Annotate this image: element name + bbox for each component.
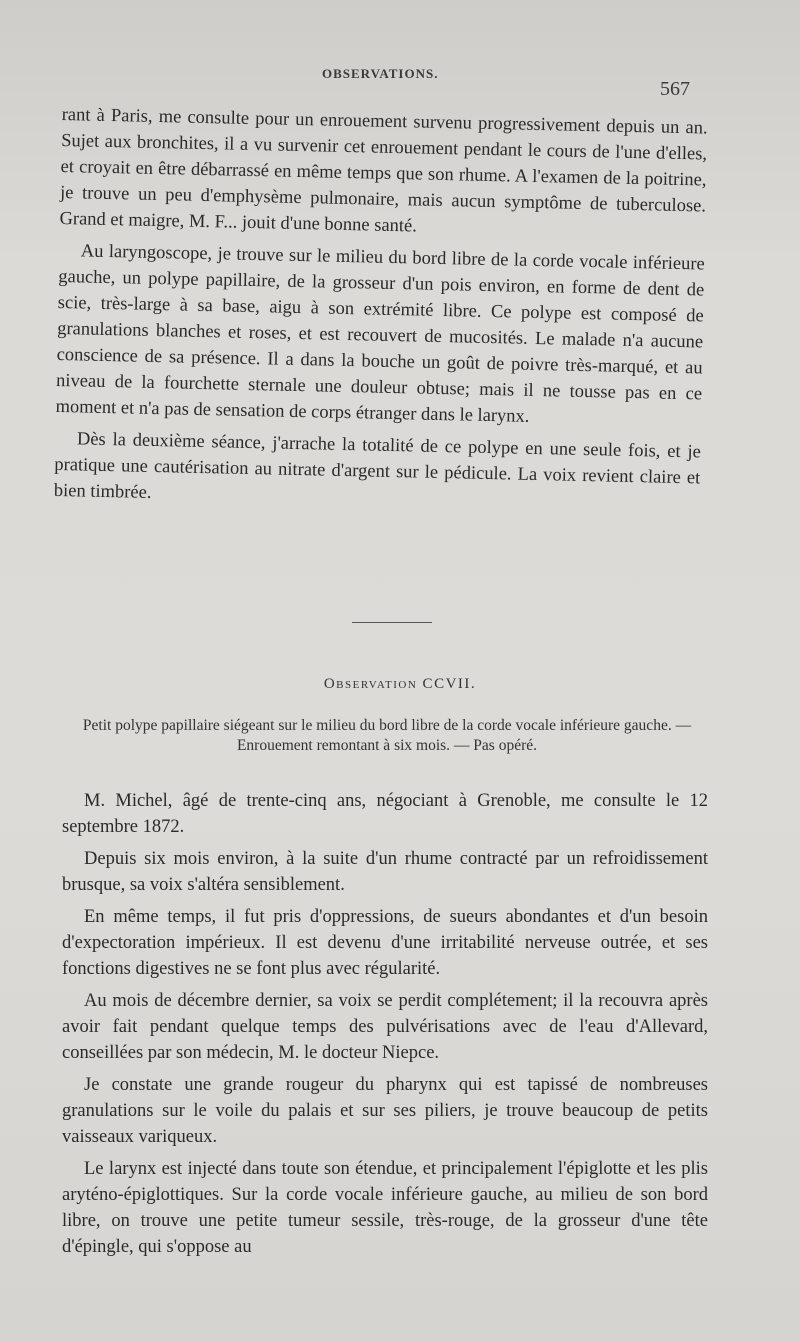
paragraph: Depuis six mois environ, à la suite d'un rhume contracté par un refroidissement brusque, sa voix s'altéra sensiblement. (62, 849, 708, 895)
paragraph: En même temps, il fut pris d'oppressions, de sueurs abondantes et d'un besoin d'expectoration impérieux. Il est devenu d'une irritabilité nerveuse outrée, et ses fonctions digestives ne se font plus avec régularité. (62, 907, 708, 979)
paragraph: rant à Paris, me consulte pour un enrouement survenu progressivement depuis un an. Sujet aux bronchites, il a vu survenir cet enrouement pendant le cours de l'une d'elles, et croyait en être débarrassé en même temps que son rhume. A l'examen de la poitrine, je trouve un peu d'emphysème pulmonaire, mais aucun symptôme de tuberculose. Grand et maigre, M. F... jouit d'une bonne santé. (59, 104, 708, 237)
section-divider (352, 622, 432, 623)
paragraph: Dès la deuxième séance, j'arrache la totalité de ce polype en une seule fois, et je pratique une cautérisation au nitrate d'argent sur le pédicule. La voix revient claire et bien timbrée. (53, 429, 702, 503)
paragraph: Je constate une grande rougeur du pharynx qui est tapissé de nombreuses granulations sur le voile du palais et sur ses piliers, je trouve beaucoup de petits vaisseaux variqueux. (62, 1075, 708, 1147)
page-number: 567 (660, 78, 690, 100)
paragraph: Au mois de décembre dernier, sa voix se perdit complétement; il la recouvra après avoir fait pendant quelque temps des pulvérisations avec de l'eau d'Allevard, conseillées par son médecin, M. le docteur Niepce. (62, 991, 708, 1063)
paragraph: Le larynx est injecté dans toute son étendue, et principalement l'épiglotte et les plis aryténo-épiglottiques. Sur la corde vocale inférieure gauche, au milieu de son bord libre, on trouve une petite tumeur sessile, très-rouge, de la grosseur d'une tête d'épingle, qui s'oppose au (62, 1159, 708, 1257)
paragraph: M. Michel, âgé de trente-cinq ans, négociant à Grenoble, me consulte le 12 septembre 1872. (62, 791, 708, 837)
observation-body (62, 788, 708, 1266)
running-head: OBSERVATIONS. (322, 66, 439, 81)
observation-title: Observation CCVII. (323, 676, 477, 692)
paragraph: Au laryngoscope, je trouve sur le milieu du bord libre de la corde vocale inférieure gauche, un polype papillaire, de la grosseur d'un pois environ, en forme de dent de scie, très-large à sa base, aigu à son extrémité libre. Ce polype est composé de granulations blanches et roses, et est recouvert de mucosités. Le malade n'a aucune conscience de sa présence. Il a dans la bouche un goût de poivre très-marqué, et au niveau de la fourchette sternale une douleur obtuse; mais il ne tousse pas en ce moment et n'a pas de sensation de corps étranger dans le larynx. (55, 241, 705, 427)
observation-subtitle: Petit polype papillaire siégeant sur le milieu du bord libre de la corde vocale inférieure gauche. — Enrouement remontant à six mois. — Pas opéré. (82, 717, 692, 754)
continued-observation-text (53, 102, 707, 523)
